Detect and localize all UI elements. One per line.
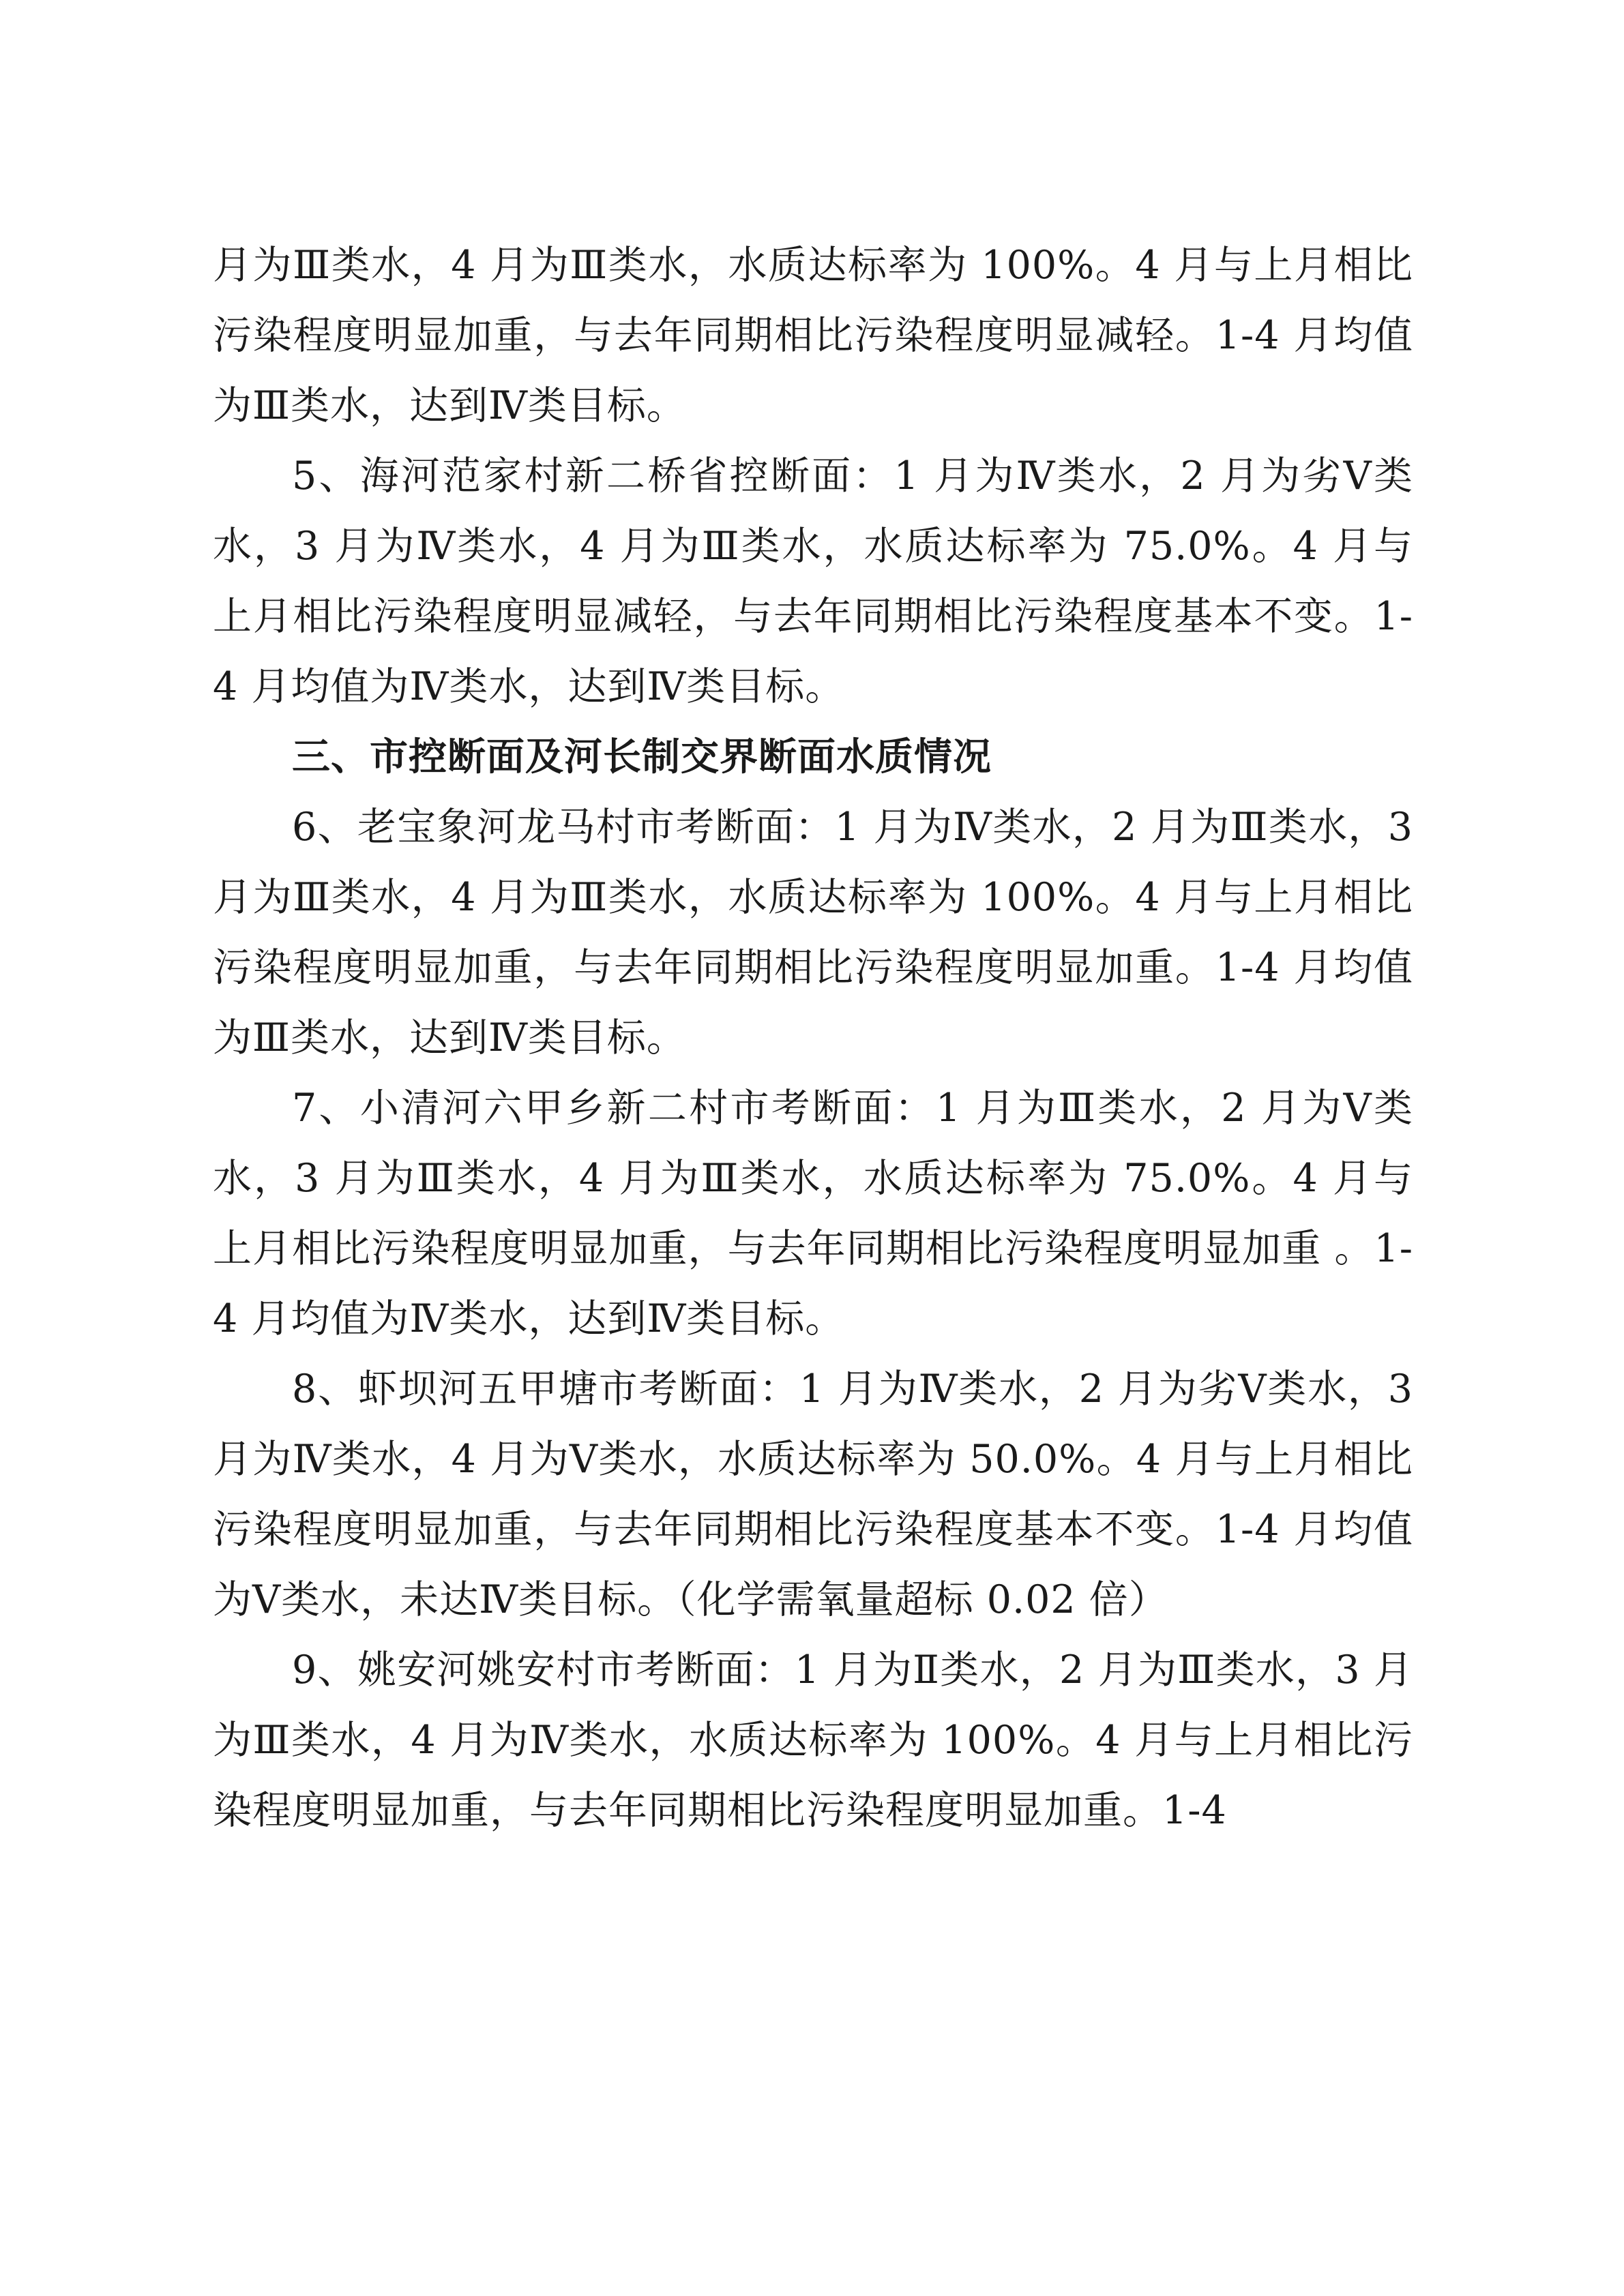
- paragraph-continued: 月为Ⅲ类水，4 月为Ⅲ类水，水质达标率为 100%。4 月与上月相比污染程度明显加重，与去年同期相比污染程度明显减轻。1-4 月均值为Ⅲ类水，达到Ⅳ类目标。: [213, 243, 1413, 428]
- paragraph-item-5: 5、海河范家村新二桥省控断面：1 月为Ⅳ类水，2 月为劣Ⅴ类水，3 月为Ⅳ类水，4 月为Ⅲ类水，水质达标率为 75.0%。4 月与上月相比污染程度明显减轻，与去年同期相比污染程度基本不变。1-4 月均值为Ⅳ类水，达到Ⅳ类目标。: [213, 453, 1413, 709]
- paragraph-item-8: 8、虾坝河五甲塘市考断面：1 月为Ⅳ类水，2 月为劣Ⅴ类水，3 月为Ⅳ类水，4 月为Ⅴ类水，水质达标率为 50.0%。4 月与上月相比污染程度明显加重，与去年同期相比污染程度基本不变。1-4 月均值为Ⅴ类水，未达Ⅳ类目标。（化学需氧量超标 0.02 倍）: [213, 1367, 1413, 1622]
- section-heading-3: 三、市控断面及河长制交界断面水质情况: [292, 735, 992, 779]
- paragraph-item-9: 9、姚安河姚安村市考断面：1 月为Ⅱ类水，2 月为Ⅲ类水，3 月为Ⅲ类水，4 月为Ⅳ类水，水质达标率为 100%。4 月与上月相比污染程度明显加重，与去年同期相比污染程度明显加重。1-4: [213, 1648, 1413, 1833]
- paragraph-item-6: 6、老宝象河龙马村市考断面：1 月为Ⅳ类水，2 月为Ⅲ类水，3 月为Ⅲ类水，4 月为Ⅲ类水，水质达标率为 100%。4 月与上月相比污染程度明显加重，与去年同期相比污染程度明显加重。1-4 月均值为Ⅲ类水，达到Ⅳ类目标。: [213, 805, 1413, 1060]
- paragraph-item-7: 7、小清河六甲乡新二村市考断面：1 月为Ⅲ类水，2 月为Ⅴ类水，3 月为Ⅲ类水，4 月为Ⅲ类水，水质达标率为 75.0%。4 月与上月相比污染程度明显加重，与去年同期相比污染程度明显加重 。1-4 月均值为Ⅳ类水，达到Ⅳ类目标。: [213, 1086, 1413, 1341]
- document-body: [213, 230, 1413, 1846]
